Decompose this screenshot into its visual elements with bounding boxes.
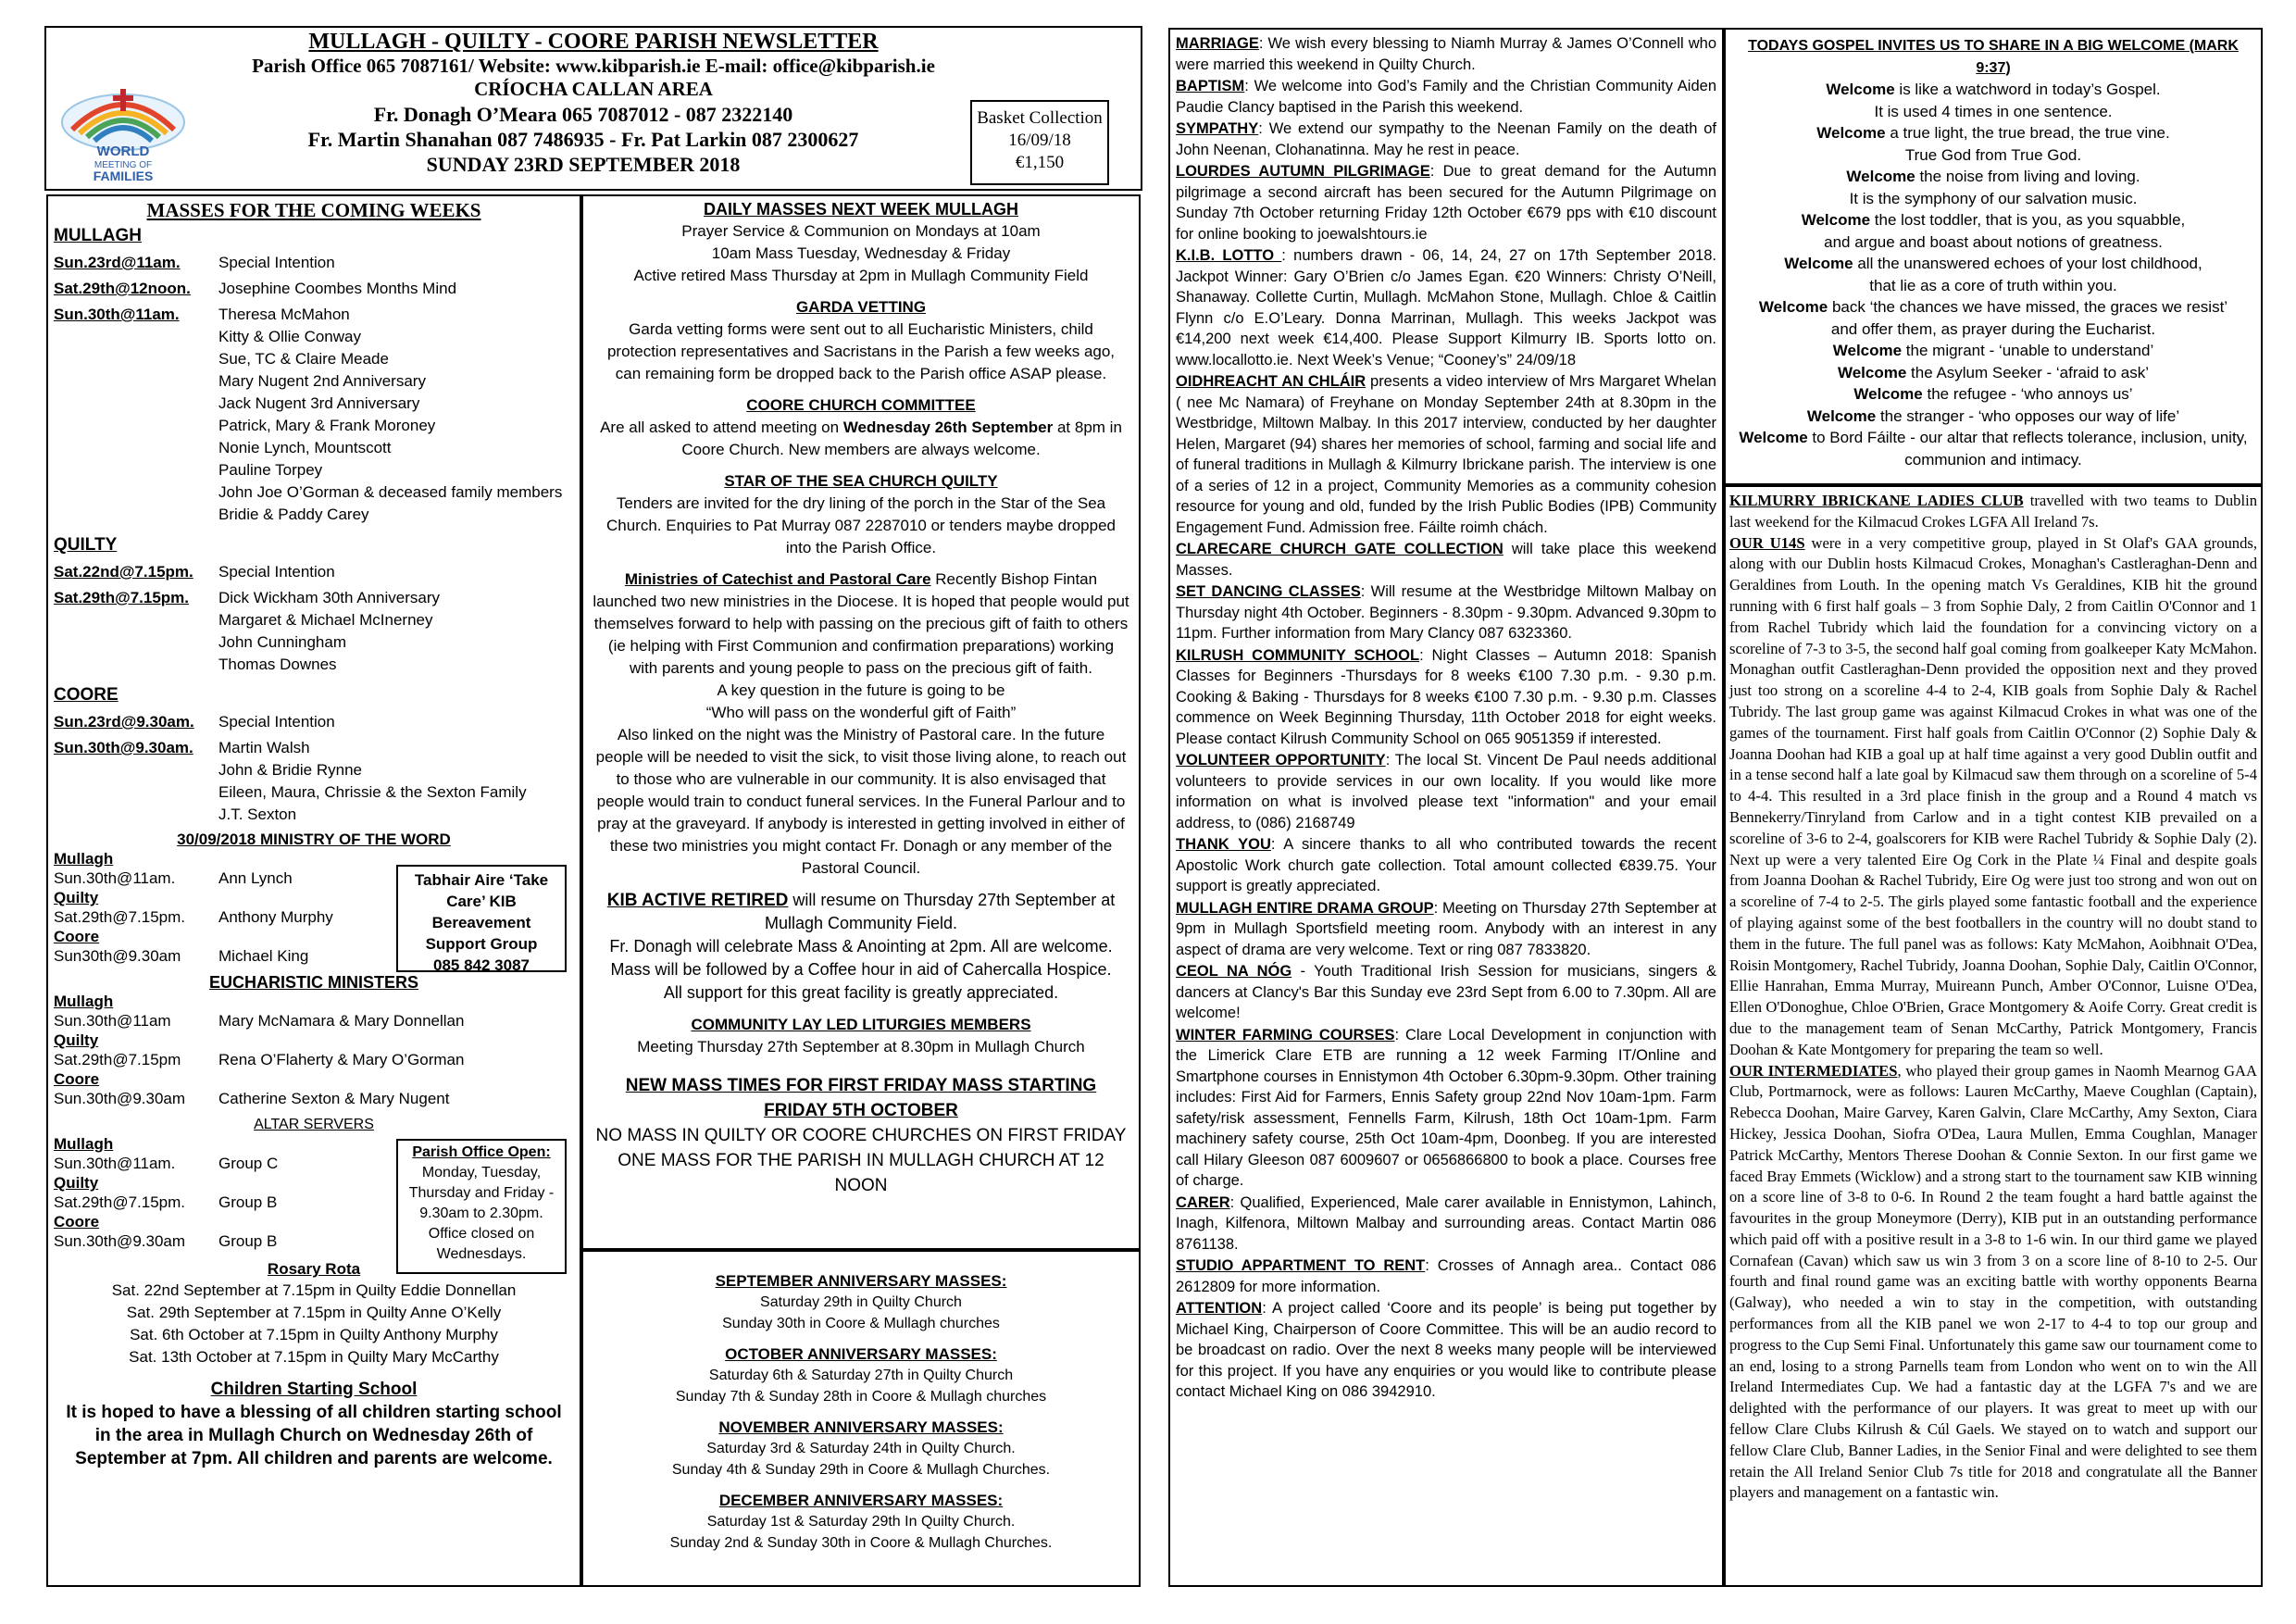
gospel-line	[1731, 166, 2255, 188]
notice-heading: CLARECARE CHURCH GATE COLLECTION	[1176, 541, 1504, 557]
notice-heading: KILRUSH COMMUNITY SCHOOL	[1176, 646, 1420, 664]
intention: Special Intention	[218, 713, 335, 731]
notice-separator: :	[1419, 646, 1432, 664]
notice-text: Youth Traditional Irish Session for musicians, singers & dancers at Clancy's Bar this Sunday eve 23rd Sept from 6.00 to 7.30pm. All are welcome!	[1176, 963, 1716, 1021]
basket-amount: €1,150	[1015, 153, 1065, 172]
notice-heading: LOURDES AUTUMN PILGRIMAGE	[1176, 163, 1430, 180]
gospel-text: back ‘the chances we have missed, the graces we resist’	[1828, 298, 2228, 316]
gospel-line	[1731, 231, 2255, 254]
ladies-club-report	[1729, 491, 2257, 1504]
anniversary-line: Saturday 6th & Saturday 27th in Quilty Church	[708, 1368, 1014, 1383]
notice-separator: :	[1433, 899, 1442, 917]
anniversary-heading: DECEMBER ANNIVERSARY MASSES:	[718, 1492, 1004, 1509]
notice-item	[1176, 245, 1716, 370]
notice-separator	[1504, 541, 1512, 557]
anniversary-line: Saturday 1st & Saturday 29th In Quilty Church.	[706, 1514, 1016, 1530]
gospel-line	[1731, 296, 2255, 319]
notice-item	[1176, 119, 1716, 160]
intention: Special Intention	[218, 563, 335, 581]
gospel-heading: TODAYS GOSPEL INVITES US TO SHARE IN A BIG WELCOME (MARK 9:37)	[1748, 38, 2239, 76]
eucharistic-rows	[54, 993, 574, 1109]
ministries-question-intro: A key question in the future is going to be	[717, 681, 1005, 699]
notice-heading: BAPTISM	[1176, 78, 1245, 94]
notice-separator: :	[1281, 247, 1294, 264]
notice-separator: :	[1244, 78, 1254, 94]
notice-text: Will resume at the Westbridge Miltown Malbay on Thursday night 4th October. Beginners - 8.30pm - 9.30pm. Advanced 9.30pm to 11pm. Further information from Mary Clancy 087 6323360.	[1176, 583, 1716, 642]
notice-item	[1176, 371, 1716, 538]
welcome-word: Welcome	[1816, 124, 1886, 142]
mass-intentions	[218, 561, 335, 583]
intention: Eileen, Maura, Chrissie & the Sexton Family	[218, 783, 527, 801]
gospel-text: the lost toddler, that is you, as you squabble,	[1870, 211, 2186, 229]
coore-committee-text: Are all asked to attend meeting on Wednesday 26th September at 8pm in Coore Church. New members are always welcome.	[600, 418, 1122, 458]
mass-date: Sat.22nd@7.15pm.	[54, 563, 193, 581]
basket-label: Basket Collection	[977, 108, 1103, 128]
daily-line-3: Active retired Mass Thursday at 2pm in Mullagh Community Field	[633, 267, 1089, 284]
roster-name: Anthony Murphy	[218, 908, 333, 926]
gospel-text: that lie as a core of truth within you.	[1869, 276, 2117, 294]
notice-text: Crosses of Annagh area.. Contact 086 2612809 for more information.	[1176, 1257, 1716, 1295]
gospel-text: the migrant - ‘unable to understand’	[1902, 342, 2154, 359]
rosary-lines	[54, 1280, 574, 1368]
roster-date: Sun.30th@11am.	[54, 869, 176, 887]
roster-name: Michael King	[218, 947, 309, 965]
bereavement-support-box	[396, 865, 567, 972]
u14s-heading: OUR U14S	[1729, 533, 1805, 552]
notice-item	[1176, 581, 1716, 644]
anniversary-heading: SEPTEMBER ANNIVERSARY MASSES:	[715, 1272, 1007, 1290]
coore-committee-heading: COORE CHURCH COMMITTEE	[746, 396, 976, 414]
basket-collection-box	[970, 100, 1109, 185]
parish-office-hours-box	[396, 1139, 567, 1274]
anniversary-line: Saturday 3rd & Saturday 24th in Quilty Church.	[706, 1441, 1016, 1456]
mass-row	[54, 561, 574, 583]
gospel-line	[1731, 253, 2255, 275]
first-friday-text: NO MASS IN QUILTY OR COORE CHURCHES ON FIRST FRIDAY ONE MASS FOR THE PARISH IN MULLAGH CHURCH AT 12 NOON	[595, 1126, 1127, 1195]
intention: Special Intention	[218, 254, 335, 271]
roster-name: Group B	[218, 1193, 278, 1211]
intention: Pauline Torpey	[218, 461, 323, 479]
church-name: Coore	[54, 1070, 100, 1088]
roster-name: Catherine Sexton & Mary Nugent	[218, 1090, 450, 1107]
intention: Theresa McMahon	[218, 306, 350, 323]
parish-notices	[593, 198, 1129, 1198]
community-notices	[1176, 33, 1716, 1404]
priest-line-2: Fr. Martin Shanahan 087 7486935 - Fr. Pat Larkin 087 2300627	[307, 128, 859, 152]
mass-groups	[54, 224, 574, 826]
ladies-intro: KILMURRY IBRICKANE LADIES CLUB travelled with two teams to Dublin last weekend for the Kilmacud Crokes LGFA All Ireland 7s.	[1729, 492, 2257, 531]
welcome-word: Welcome	[1837, 363, 1907, 381]
anniversary-line: Sunday 4th & Sunday 29th in Coore & Mullagh Churches.	[671, 1462, 1051, 1478]
ministry-word-heading: 30/09/2018 MINISTRY OF THE WORD	[177, 831, 451, 848]
notice-heading: MULLAGH ENTIRE DRAMA GROUP	[1176, 899, 1434, 917]
support-line-2: Bereavement	[431, 914, 531, 931]
notice-text: Qualified, Experienced, Male carer available in Ennistymon, Lahinch, Inagh, Kilfenora, Miltown Malbay and surrounding areas. Contact Martin 086 8761138.	[1176, 1193, 1717, 1253]
notice-separator: :	[1262, 1300, 1273, 1317]
basket-date: 16/09/18	[1008, 131, 1071, 150]
roster-date: Sat.29th@7.15pm	[54, 1051, 181, 1068]
notice-text: A sincere thanks to all who contributed towards the recent Apostolic Work church gate collection. Total amount collected €839.75. Your support is greatly appreciated.	[1176, 836, 1716, 894]
ministries-heading: Ministries of Catechist and Pastoral Care	[624, 570, 931, 588]
children-heading: Children Starting School	[210, 1380, 418, 1399]
mass-date: Sun.30th@11am.	[54, 306, 180, 323]
priests-block	[204, 104, 963, 177]
church-name: Quilty	[54, 889, 99, 906]
mass-row	[54, 711, 574, 733]
notice-text: Clare Local Development in conjunction with the Limerick Clare ETB are running a 12 week Farming IT/Online and Smartphone courses in Ennistymon 4th October 6.30pm-9.30pm. Other training includes: First Aid for Farmers, Ennis Safety group 22nd Nov 10am-1pm. Farm safety/risk assessment, Fennells Farm, Kilrush, 18th Oct 10am-1pm. Farm machinery safety course, 25th Oct 10am-4pm, Doonbeg. If you are interested call Hilary Gleeson 087 6009607 or 0656866800 to book a place. Courses free of charge.	[1176, 1026, 1716, 1189]
intention: Martin Walsh	[218, 739, 310, 756]
church-name: Mullagh	[54, 850, 114, 868]
welcome-word: Welcome	[1846, 168, 1915, 185]
ministries-question: “Who will pass on the wonderful gift of Faith”	[705, 704, 1017, 721]
gospel-line	[1731, 209, 2255, 231]
intention: Patrick, Mary & Frank Moroney	[218, 417, 436, 434]
notice-heading: K.I.B. LOTTO	[1176, 247, 1282, 264]
anniversary-heading: OCTOBER ANNIVERSARY MASSES:	[725, 1345, 997, 1363]
welcome-word: Welcome	[1806, 406, 1877, 425]
mass-row	[54, 737, 574, 826]
gospel-text: a true light, the true bread, the true vine.	[1885, 124, 2170, 142]
notice-heading: MARRIAGE	[1176, 35, 1259, 52]
rosary-line: Sat. 13th October at 7.15pm in Quilty Mary McCarthy	[129, 1348, 499, 1366]
church-heading: COORE	[54, 685, 119, 705]
roster-date: Sun30th@9.30am	[54, 947, 181, 965]
notice-text: presents a video interview of Mrs Margaret Whelan ( nee Mc Namara) of Freyhane on Monday September 24th at 8.30pm in the Westbridge, Miltown Malbay. In this 2017 interview, conducted by her daughter Helen, Margaret (94) shares her memories of school, farming and social life and of funeral traditions in Mullagh & Kilmurry Ibrickane parish. The interview is one of a series of 12 in a project, Community Memories as a community cohesion resource for young and old, funded by the Irish Public Bodies (IPB) Community Engagement Fund. Admission free. Fáilte roimh chách.	[1176, 373, 1716, 536]
mass-date: Sun.30th@9.30am.	[54, 739, 193, 756]
notice-item	[1176, 33, 1716, 75]
daily-masses-heading: DAILY MASSES NEXT WEEK MULLAGH	[703, 200, 1019, 219]
mass-date: Sun.23rd@9.30am.	[54, 713, 194, 731]
church-heading: QUILTY	[54, 535, 118, 555]
daily-line-1: Prayer Service & Communion on Mondays at 10am	[681, 222, 1041, 240]
notice-separator: :	[1258, 120, 1269, 137]
gospel-text: True God from True God.	[1904, 145, 2082, 164]
notice-separator: :	[1425, 1257, 1438, 1274]
ministries-text: Ministries of Catechist and Pastoral Care Recently Bishop Fintan launched two new ministries in the Diocese. It is hoped that people would put themselves forward to help with passing on the precious gift of faith to others (ie helping with First Communion and confirmation preparations) working with parents and young people to pass on the precious gift of faith.	[593, 570, 1129, 677]
welcome-word: Welcome	[1758, 298, 1828, 316]
notice-heading: CARER	[1176, 1193, 1230, 1211]
notice-item	[1176, 1255, 1716, 1297]
notice-separator: :	[1270, 836, 1284, 853]
notice-text: numbers drawn - 06, 14, 24, 27 on 17th September 2018. Jackpot Winner: Gary O’Brien c/o James Egan. €20 Winners: Christy O’Neill, Shanaway. Collette Curtin, Mullagh. McMahon Stone, Mullagh. Chloe & Caitlin Flynn c/o E.O’Leary. Donna Marrinan, Mullagh. This weeks Jackpot was €14,200 next week €14,400. Please Support Kilmurry IB. Sports lotto on. www.locallotto.ie. Next Week’s Venue; “Cooney’s” 24/09/18	[1176, 247, 1716, 369]
ministries-pastoral-care: Also linked on the night was the Ministry of Pastoral care. In the future people will be needed to visit the sick, to visit those living alone, to reach out to those who are vulnerable in our community. It is also envisaged that people would train to conduct funeral services. In the Funeral Parlour and to pray at the graveyard. If anybody is interested in getting involved in either of these two ministries you might contact Fr. Donagh or any member of the Pastoral Council.	[595, 726, 1127, 877]
gospel-line	[1731, 101, 2255, 123]
welcome-word: Welcome	[1784, 255, 1853, 272]
welcome-word: Welcome	[1739, 429, 1808, 446]
roster-name: Mary McNamara & Mary Donnellan	[218, 1012, 465, 1030]
notice-text: We extend our sympathy to the Neenan Family on the death of John Neenan, Clohanatinna. May he rest in peace.	[1176, 120, 1717, 158]
intention: Bridie & Paddy Carey	[218, 506, 369, 523]
eucharistic-heading: EUCHARISTIC MINISTERS	[208, 973, 418, 992]
garda-heading: GARDA VETTING	[795, 298, 927, 316]
roster-name: Group C	[218, 1155, 279, 1172]
intention: Dick Wickham 30th Anniversary	[218, 589, 441, 606]
newsletter-title: MULLAGH - QUILTY - COORE PARISH NEWSLETTER	[308, 30, 879, 54]
welcome-word: Welcome	[1801, 211, 1871, 229]
notice-text: We wish every blessing to Niamh Murray & James O’Connell who were married this weekend in Quilty Church.	[1176, 35, 1716, 73]
star-sea-heading: STAR OF THE SEA CHURCH QUILTY	[724, 472, 998, 490]
notice-item	[1176, 898, 1716, 961]
office-hours-title: Parish Office Open:	[412, 1144, 551, 1160]
children-text: It is hoped to have a blessing of all children starting school in the area in Mullagh Church on Wednesday 26th of September at 7pm. All children and parents are welcome.	[66, 1403, 562, 1468]
notice-heading: VOLUNTEER OPPORTUNITY	[1176, 752, 1386, 768]
intention: Nonie Lynch, Mountscott	[218, 439, 392, 456]
roster-date: Sun.30th@9.30am	[54, 1090, 186, 1107]
notice-text: A project called ‘Coore and its people’ is being put together by Michael King, Chairperson of Coore Committee. This will be an audio record to be broadcast on radio. Over the next 8 weeks many people will be interviewed for this project. If you have any enquiries or you would like to contribute please contact Michael King on 086 3942910.	[1176, 1300, 1716, 1400]
gospel-line	[1731, 319, 2255, 341]
intention: Margaret & Michael McInerney	[218, 611, 433, 629]
church-name: Quilty	[54, 1174, 99, 1192]
gospel-line	[1731, 427, 2255, 470]
notice-text: Night Classes – Autumn 2018: Spanish Classes for Beginners -Thursdays for 8 weeks €100 7.30 p.m. - 9.30 p.m. Cooking & Baking - Thursdays for 8 weeks €100 7.30 p.m. - 9.30 p.m. Classes commence on Week Beginning Thursday, 11th October 2018 for eight weeks. Please contact Kilrush Community School on 065 9051359 if interested.	[1176, 646, 1716, 747]
gospel-text: to Bord Fáilte - our altar that reflects tolerance, inclusion, unity, communion and intimacy.	[1807, 429, 2248, 468]
svg-text:MEETING OF: MEETING OF	[94, 160, 153, 170]
roster-row	[54, 1011, 574, 1031]
notice-heading: OIDHREACHT AN CHLÁIR	[1176, 373, 1366, 390]
intention: John Joe O’Gorman & deceased family members	[218, 483, 563, 501]
notice-text: Meeting on Thursday 27th September at 9pm in Mullagh Sportsfield meeting room. Anybody with an interest in any aspect of drama are very welcome. Text or ring 087 7833820.	[1176, 899, 1717, 958]
notice-heading: ATTENTION	[1176, 1300, 1263, 1317]
gospel-line	[1731, 275, 2255, 297]
altar-servers-heading: ALTAR SERVERS	[254, 1117, 374, 1132]
first-friday-heading-1: NEW MASS TIMES FOR FIRST FRIDAY MASS STARTING	[625, 1076, 1097, 1095]
gospel-text: is like a watchword in today’s Gospel.	[1894, 81, 2161, 98]
intention: Jack Nugent 3rd Anniversary	[218, 394, 420, 412]
ladies-intermediates: OUR INTERMEDIATES, who played their group games in Naomh Mearnog GAA Club, Portmarnock, were as follows: Lauren McCarthy, Maeve Coughlan (Captain), Rebecca Doohan, Maire Garvey, Karen Galvin, Clare McCarthy, Amy Sexton, Ciara Hickey, Jessica Doohan, Siofra O'Dea, Laura Mullen, Emma Coughlan, Manager Patrick McCarthy, Mentors Therese Doohan & Connie Sexton. In our first game we faced Bray Emmets (Wicklow) and a strong start to the tournament saw KIB winning on a score line of 3-8 to 0-6. In Round 2 the team fought a hard battle against the favourites in the group Moneymore (Derry), KIB put in an outstanding performance which paid off with a positive result in a 3-8 to 1-6 win. In our third game we played Cornafean (Cavan) which saw us win 3 from 3 on a score line of 8-10 to 2-5. Our fourth and final round game was an exciting battle with worthy opponents Bearna (Galway), who needed a win to stay in the competition, with outstanding performances from all the KIB panel we won 2-17 to 4-4 to top our group and progress to the Cup Semi Final. Unfortunately this game saw our tournament come to an end, losing to a strong Parnells team from London who went on to win the All Ireland Intermediates Cup. We had a fantastic day at the LGFA 7's and we are delighted with the performance of our players. It was great to meet up with our fellow Clare Clubs Kilrush & Cúl Gaels. We stayed on to watch and support our fellow Clare Club, Banner Ladies, in the Senior Final and were delighted to see them retain the All Ireland Senior Club 7s title for 2018 and congratulate all the Banner players and management on a fantastic win.	[1729, 1061, 2258, 1502]
mass-row	[54, 278, 574, 300]
gospel-line	[1731, 383, 2255, 406]
intention: Mary Nugent 2nd Anniversary	[218, 372, 426, 390]
svg-text:FAMILIES: FAMILIES	[93, 169, 154, 183]
anniversary-masses-list	[593, 1270, 1129, 1554]
lay-led-heading: COMMUNITY LAY LED LITURGIES MEMBERS	[691, 1016, 1031, 1033]
notice-item	[1176, 539, 1716, 581]
notice-heading: CEOL NA NÓG	[1176, 963, 1292, 980]
notice-item	[1176, 76, 1716, 118]
ladies-club-heading: KILMURRY IBRICKANE LADIES CLUB	[1729, 492, 2024, 509]
notice-item	[1176, 1025, 1716, 1192]
kib-retired-mass: Fr. Donagh will celebrate Mass & Anointing at 2pm. All are welcome. Mass will be followed by a Coffee hour in aid of Cahercalla Hospice.	[609, 937, 1113, 979]
first-friday-heading-2: FRIDAY 5TH OCTOBER	[764, 1101, 958, 1120]
gospel-text: It is the symphony of our salvation music.	[1849, 189, 2138, 207]
church-heading: MULLAGH	[54, 226, 142, 245]
roster-row	[54, 1050, 574, 1070]
lay-led-text: Meeting Thursday 27th September at 8.30pm in Mullagh Church	[637, 1038, 1085, 1056]
rosary-heading: Rosary Rota	[267, 1260, 361, 1278]
rosary-line: Sat. 29th September at 7.15pm in Quilty Anne O’Kelly	[126, 1304, 502, 1321]
roster-date: Sun.30th@9.30am	[54, 1232, 186, 1250]
welcome-word: Welcome	[1832, 342, 1903, 359]
header-text	[46, 28, 1141, 101]
mass-date: Sat.29th@12noon.	[54, 280, 191, 297]
area-line: CRÍOCHA CALLAN AREA	[474, 78, 713, 101]
church-name: Quilty	[54, 1031, 99, 1049]
mass-row	[54, 304, 574, 526]
notice-separator: -	[1292, 963, 1315, 980]
gospel-reflection	[1731, 35, 2255, 470]
intention: Thomas Downes	[218, 656, 337, 673]
notice-item	[1176, 750, 1716, 833]
mass-intentions	[218, 278, 456, 300]
mass-intentions	[218, 587, 440, 676]
gospel-line	[1731, 122, 2255, 144]
mass-row	[54, 252, 574, 274]
gospel-text: all the unanswered echoes of your lost childhood,	[1853, 255, 2202, 272]
church-name: Mullagh	[54, 993, 114, 1010]
intermediates-heading: OUR INTERMEDIATES	[1729, 1061, 1898, 1080]
mass-intentions	[218, 304, 562, 526]
roster-date: Sat.29th@7.15pm.	[54, 908, 186, 926]
notice-text: We welcome into God’s Family and the Christian Community Aiden Paudie Clancy baptised in the Parish this weekend.	[1176, 78, 1717, 116]
family-logo-icon	[54, 85, 193, 185]
notice-item	[1176, 1193, 1716, 1255]
welcome-word: Welcome	[1826, 81, 1895, 98]
contact-line: Parish Office 065 7087161/ Website: www.kibparish.ie E-mail: office@kibparish.ie	[252, 55, 935, 78]
gospel-text: the Asylum Seeker - ‘afraid to ask’	[1906, 363, 2150, 381]
intention: John & Bridie Rynne	[218, 761, 362, 779]
anniversary-line: Sunday 7th & Sunday 28th in Coore & Mullagh churches	[675, 1389, 1047, 1405]
roster-name: Group B	[218, 1232, 278, 1250]
gospel-line	[1731, 362, 2255, 384]
ladies-u14s: OUR U14S were in a very competitive group, played in St Olaf's GAA grounds, along with our Dublin hosts Kilmacud Crokes, Monaghan's Castleraghan-Denn and Geraldines from Louth. In the opening match Vs Geraldines, KIB hit the ground running with 6 first half goals – 3 from Sophie Daly, 2 from Caitlin O'Connor and 1 from Rachel Tubridy which laid the foundation for a convincing victory on a scoreline of 7-3 to 3-5, the second half goal coming from goalkeeper Katy McMahon. Monaghan outfit Castleraghan-Denn provided the opposition next and they proved just too strong on a scoreline 4-4 to 2-4, KIB goals from Sophie Daly & Rachel Tubridy. The last group game was against Kilmacud Crokes in what was one of the games of the tournament. First half goals from Caitlin O'Connor (2) Sophie Daly & Joanna Doohan had KIB a goal up at half time against a very good Dublin outfit and in a tense second half a late goal by Kilmacud saw them through on a scoreline of 5-4 to 4-4. This resulted in a 3rd place finish in the group and a Round 4 match vs Bennekerry/Tinryland from Carlow and in a tight contest KIB prevailed on a scoreline of 3-6 to 2-4, goalscorers for KIB were Rachel Tubridy & Sophie Daly (2). Next up were a very talented Eire Og Cork in the Plate ¼ Final and despite goals from Joanna Doohan & Rachel Tubridy, Eire Og were just too strong and won out on a scoreline of 7-4 to 2-5. The girls played some fantastic football and the experience of playing against some of the best footballers in the country will no doubt stand to them in the future. The full panel was as follows: Katy McMahon, Aoibhnait O'Dea, Roisin Montgomery, Rachel Tubridy, Joanna Doohan, Sophie Daly, Caitlin O'Connor, Ellie Hanrahan, Emma Murray, Muireann Punch, Amber O'Connor, Luisne O'Dea, Ellen O'Donoghue, Chloe O'Brien, Grace Montgomery & Aoife Corry. Great credit is due to the management team of Senan McCarthy, Patrick Montgomery, Francis Doohan & Kate Montgomery for preparing the team so well.	[1729, 533, 2258, 1058]
roster-date: Sun.30th@11am	[54, 1012, 171, 1030]
gospel-line	[1731, 340, 2255, 362]
roster-name: Ann Lynch	[218, 869, 293, 887]
intention: Josephine Coombes Months Mind	[218, 280, 457, 297]
notice-item	[1176, 961, 1716, 1024]
notice-separator: :	[1229, 1193, 1241, 1211]
roster-name: Rena O’Flaherty & Mary O’Gorman	[218, 1051, 465, 1068]
notice-separator: :	[1360, 583, 1371, 600]
intention: Kitty & Ollie Conway	[218, 328, 361, 345]
gospel-text: the noise from living and loving.	[1915, 168, 2140, 185]
church-name: Mullagh	[54, 1135, 114, 1153]
masses-section	[54, 198, 574, 1470]
support-line-3: Support Group	[425, 935, 538, 953]
rosary-line: Sat. 6th October at 7.15pm in Quilty Anthony Murphy	[130, 1326, 498, 1343]
notice-text: The local St. Vincent De Paul needs additional volunteers to provide services in our own locality. If you would like more information on what is involved please text "information" and your email address, to (086) 2168749	[1176, 752, 1716, 831]
daily-line-2: 10am Mass Tuesday, Wednesday & Friday	[711, 244, 1011, 262]
notice-heading: STUDIO APPARTMENT TO RENT	[1176, 1257, 1426, 1274]
notice-item	[1176, 161, 1716, 244]
gospel-text: and offer them, as prayer during the Eucharist.	[1830, 319, 2156, 338]
notice-item	[1176, 834, 1716, 897]
roster-row	[54, 1089, 574, 1109]
notice-separator: :	[1429, 163, 1443, 180]
kib-retired-heading: KIB ACTIVE RETIRED	[606, 891, 789, 910]
rosary-line: Sat. 22nd September at 7.15pm in Quilty Eddie Donnellan	[111, 1281, 517, 1299]
mass-intentions	[218, 711, 335, 733]
notice-separator: :	[1394, 1026, 1405, 1043]
mass-date: Sun.23rd@11am.	[54, 254, 181, 271]
notice-heading: THANK YOU	[1176, 836, 1271, 853]
notice-heading: SET DANCING CLASSES	[1176, 583, 1361, 600]
gospel-lines	[1731, 79, 2255, 470]
gospel-line	[1731, 79, 2255, 101]
roster-date: Sun.30th@11am.	[54, 1155, 176, 1172]
mass-intentions	[218, 737, 527, 826]
church-name: Coore	[54, 928, 100, 945]
svg-text:WORLD: WORLD	[96, 144, 150, 159]
office-hours-text: Monday, Tuesday, Thursday and Friday - 9.30am to 2.30pm. Office closed on Wednesdays.	[408, 1165, 555, 1262]
anniversary-heading: NOVEMBER ANNIVERSARY MASSES:	[718, 1418, 1004, 1436]
anniversary-line: Saturday 29th in Quilty Church	[760, 1294, 962, 1310]
gospel-text: and argue and boast about notions of greatness.	[1824, 232, 2163, 251]
notice-heading: SYMPATHY	[1176, 120, 1259, 137]
anniversary-line: Sunday 2nd & Sunday 30th in Coore & Mullagh Churches.	[669, 1535, 1053, 1551]
roster-date: Sat.29th@7.15pm.	[54, 1193, 186, 1211]
world-meeting-of-families-logo	[54, 85, 193, 185]
notice-separator: :	[1385, 752, 1395, 768]
intention: John Cunningham	[218, 633, 346, 651]
intention: Sue, TC & Claire Meade	[218, 350, 389, 368]
notice-separator: :	[1258, 35, 1268, 52]
star-sea-text: Tenders are invited for the dry lining of the porch in the Star of the Sea Church. Enquiries to Pat Murray 087 2287010 or tenders maybe dropped into the Parish Office.	[606, 494, 1116, 556]
notice-text: Due to great demand for the Autumn pilgrimage a second aircraft has been secured for the Autumn Pilgrimage on Sunday 7th October returning Friday 12th October €679 pps with €10 discount for online booking to joewalshtours.ie	[1176, 163, 1716, 243]
garda-text: Garda vetting forms were sent out to all Eucharistic Ministers, child protection representatives and Sacristans in the Parish a few weeks ago, can remaining form be dropped back to the Parish office ASAP please.	[606, 320, 1116, 382]
mass-date: Sat.29th@7.15pm.	[54, 589, 190, 606]
mass-row	[54, 587, 574, 676]
mass-intentions	[218, 252, 335, 274]
support-phone: 085 842 3087	[433, 956, 530, 974]
priest-line-1: Fr. Donagh O’Meara 065 7087012 - 087 2322140	[373, 103, 793, 126]
masses-heading: MASSES FOR THE COMING WEEKS	[146, 199, 481, 221]
anniversary-line: Sunday 30th in Coore & Mullagh churches	[722, 1316, 1000, 1331]
issue-date: SUNDAY 23RD SEPTEMBER 2018	[426, 153, 741, 177]
support-line-1: Tabhair Aire ‘Take Care’ KIB	[414, 871, 549, 910]
gospel-text: It is used 4 times in one sentence.	[1874, 102, 2113, 120]
gospel-line	[1731, 188, 2255, 210]
notice-text: will take place this weekend Masses.	[1176, 541, 1717, 579]
gospel-text: the stranger - ‘who opposes our way of life’	[1876, 406, 2180, 425]
kib-retired-text: KIB ACTIVE RETIRED will resume on Thursday 27th September at Mullagh Community Field.	[606, 891, 1116, 932]
intention: J.T. Sexton	[218, 806, 297, 823]
gospel-line	[1731, 144, 2255, 167]
notice-item	[1176, 1298, 1716, 1403]
notice-heading: WINTER FARMING COURSES	[1176, 1026, 1395, 1043]
gospel-line	[1731, 406, 2255, 428]
welcome-word: Welcome	[1853, 385, 1923, 403]
kib-retired-support: All support for this great facility is greatly appreciated.	[663, 983, 1059, 1002]
notice-item	[1176, 645, 1716, 750]
church-name: Coore	[54, 1213, 100, 1230]
gospel-text: the refugee - ‘who annoys us’	[1922, 385, 2133, 403]
